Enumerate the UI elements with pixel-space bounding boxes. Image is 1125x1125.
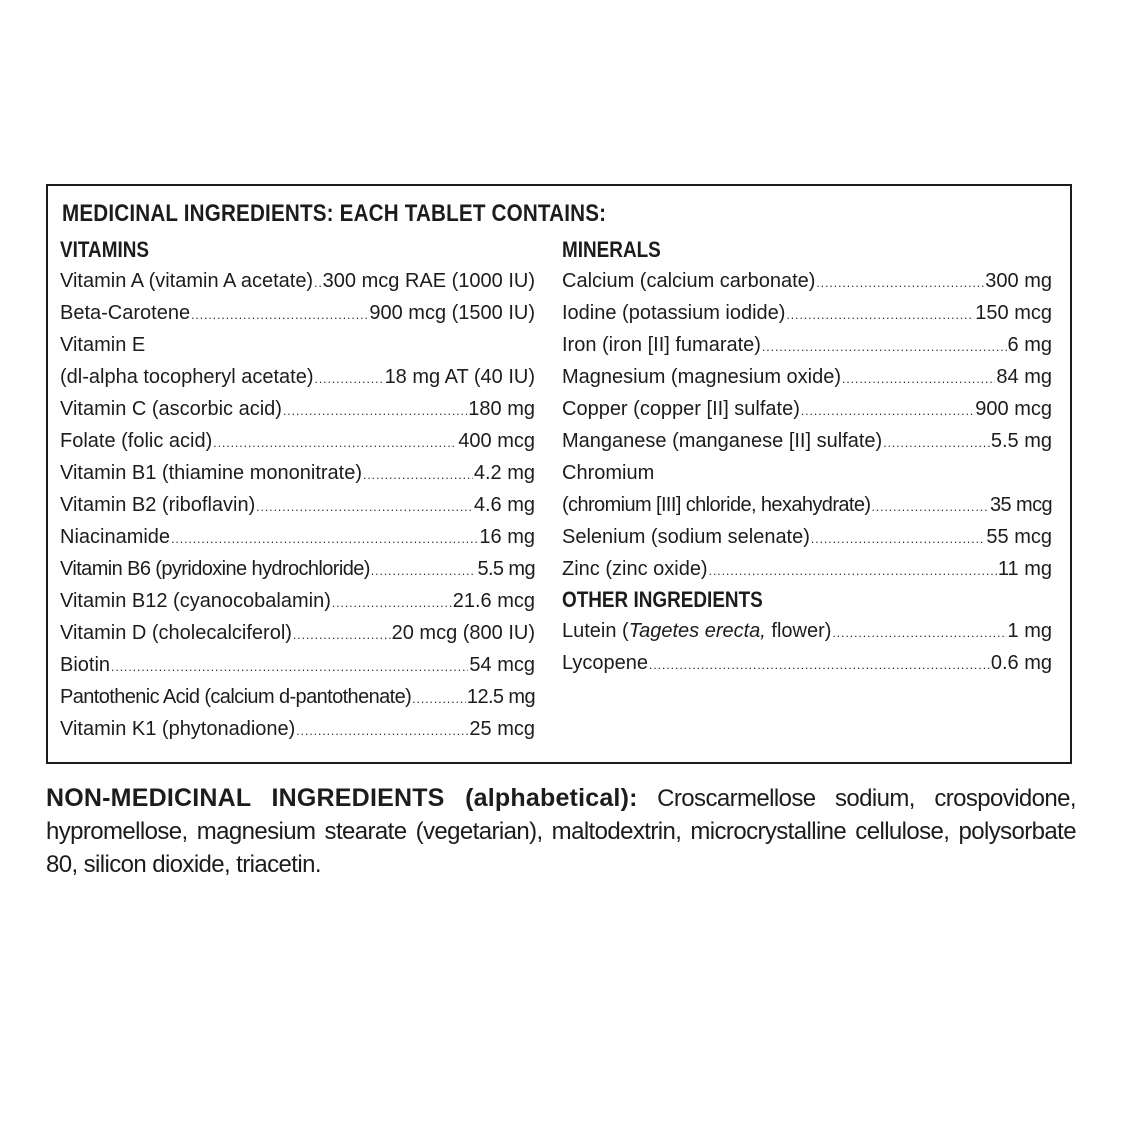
ingredient-amount: 0.6 mg <box>990 652 1052 674</box>
ingredient-row <box>60 681 535 713</box>
ingredient-name: Vitamin B12 (cyanocobalamin) <box>60 590 331 612</box>
ingredient-row <box>562 393 1052 425</box>
leader-dots <box>283 395 467 425</box>
ingredient-name: (dl-alpha tocopheryl acetate) <box>60 366 314 388</box>
ingredient-amount: 4.2 mg <box>473 462 535 484</box>
leader-dots <box>111 651 468 681</box>
ingredient-amount: 900 mcg <box>975 398 1052 420</box>
leader-dots <box>786 299 974 329</box>
ingredient-row <box>562 615 1052 647</box>
leader-dots <box>709 555 997 585</box>
ingredient-amount: 180 mg <box>468 398 535 420</box>
other-ingredients-heading: OTHER INGREDIENTS <box>562 587 763 612</box>
ingredient-name: Folate (folic acid) <box>60 430 213 452</box>
ingredient-amount: 5.5 mg <box>990 430 1052 452</box>
ingredient-amount: 18 mg AT (40 IU) <box>384 366 535 388</box>
ingredient-amount: 21.6 mcg <box>452 590 535 612</box>
ingredient-row <box>562 297 1052 329</box>
leader-dots <box>832 617 1006 647</box>
leader-dots <box>811 523 986 553</box>
ingredient-name: (chromium [III] chloride, hexahydrate) <box>562 494 871 516</box>
leader-dots <box>649 649 990 679</box>
ingredient-row <box>562 361 1052 393</box>
ingredient-row <box>60 265 535 297</box>
leader-dots <box>871 491 989 521</box>
leader-dots <box>816 267 984 297</box>
ingredient-row <box>60 457 535 489</box>
lutein-name-prefix: Lutein ( <box>562 620 629 642</box>
ingredient-name: Iodine (potassium iodide) <box>562 302 786 324</box>
non-medicinal-text: Croscarmellose sodium, crospovidone, hypromellose, magnesium stearate (vegetarian), maltodextrin, microcrystalline cellulose, polysorbate 80, silicon dioxide, triacetin. <box>46 785 1076 878</box>
ingredient-row <box>60 553 535 585</box>
ingredient-amount: 6 mg <box>1007 334 1052 356</box>
ingredient-row <box>60 393 535 425</box>
ingredient-amount: 12.5 mg <box>466 686 535 708</box>
leader-dots <box>412 683 466 713</box>
medicinal-ingredients-panel <box>46 184 1072 764</box>
ingredient-row <box>562 425 1052 457</box>
ingredient-row <box>60 361 535 393</box>
ingredient-row <box>60 713 535 745</box>
ingredient-name: Iron (iron [II] fumarate) <box>562 334 761 356</box>
ingredient-name: Manganese (manganese [II] sulfate) <box>562 430 883 452</box>
minerals-column <box>562 235 1052 679</box>
ingredient-name: Vitamin C (ascorbic acid) <box>60 398 282 420</box>
vitamins-column <box>60 235 535 745</box>
ingredient-row <box>60 617 535 649</box>
ingredient-name <box>562 615 831 647</box>
ingredient-row <box>562 329 1052 361</box>
ingredient-row <box>562 553 1052 585</box>
non-medicinal-label: NON-MEDICINAL INGREDIENTS (alphabetical): <box>46 784 638 812</box>
leader-dots <box>171 523 478 553</box>
non-medicinal-ingredients <box>46 782 1076 881</box>
ingredient-amount: 55 mcg <box>986 526 1052 548</box>
ingredient-name: Vitamin A (vitamin A acetate) <box>60 270 314 292</box>
ingredient-row <box>60 649 535 681</box>
ingredient-amount: 150 mcg <box>975 302 1052 324</box>
ingredient-name: Chromium <box>562 462 655 484</box>
ingredient-amount: 35 mcg <box>990 494 1052 516</box>
ingredient-row <box>562 457 1052 489</box>
lutein-source-italic: Tagetes erecta, <box>628 620 766 642</box>
ingredient-name: Pantothenic Acid (calcium d-pantothenate) <box>60 686 412 708</box>
ingredient-name: Beta-Carotene <box>60 302 191 324</box>
ingredient-name: Vitamin K1 (phytonadione) <box>60 718 296 740</box>
ingredient-amount: 300 mg <box>985 270 1052 292</box>
ingredient-amount: 300 mcg RAE (1000 IU) <box>322 270 535 292</box>
ingredient-name: Niacinamide <box>60 526 171 548</box>
leader-dots <box>314 363 383 393</box>
ingredient-amount: 84 mg <box>996 366 1052 388</box>
leader-dots <box>256 491 473 521</box>
leader-dots <box>801 395 974 425</box>
ingredient-amount: 900 mcg (1500 IU) <box>369 302 535 324</box>
ingredient-name: Calcium (calcium carbonate) <box>562 270 816 292</box>
ingredient-name: Lycopene <box>562 652 648 674</box>
ingredient-row <box>562 521 1052 553</box>
leader-dots <box>363 459 473 489</box>
ingredient-name: Vitamin B6 (pyridoxine hydrochloride) <box>60 558 370 580</box>
leader-dots <box>842 363 995 393</box>
ingredient-name: Zinc (zinc oxide) <box>562 558 708 580</box>
ingredient-row <box>60 521 535 553</box>
ingredient-name: Biotin <box>60 654 111 676</box>
ingredient-amount: 20 mcg (800 IU) <box>391 622 535 644</box>
ingredient-name: Vitamin D (cholecalciferol) <box>60 622 292 644</box>
ingredient-amount: 11 mg <box>997 558 1052 580</box>
leader-dots <box>883 427 990 457</box>
leader-dots <box>371 555 477 585</box>
ingredient-amount: 25 mcg <box>469 718 535 740</box>
leader-dots <box>191 299 368 329</box>
minerals-heading: MINERALS <box>562 237 661 262</box>
ingredient-row <box>60 585 535 617</box>
ingredient-row <box>60 425 535 457</box>
leader-dots <box>293 619 391 649</box>
leader-dots <box>332 587 452 617</box>
ingredient-name: Selenium (sodium selenate) <box>562 526 810 548</box>
ingredient-row <box>562 489 1052 521</box>
vitamins-heading: VITAMINS <box>60 237 149 262</box>
ingredient-row <box>60 489 535 521</box>
ingredient-name: Vitamin B1 (thiamine mononitrate) <box>60 462 362 484</box>
ingredient-name: Copper (copper [II] sulfate) <box>562 398 800 420</box>
ingredient-name: Vitamin B2 (riboflavin) <box>60 494 256 516</box>
ingredient-row <box>562 647 1052 679</box>
lutein-name-suffix: flower) <box>765 620 832 642</box>
ingredient-amount: 4.6 mg <box>473 494 535 516</box>
ingredient-amount: 1 mg <box>1007 620 1052 642</box>
ingredient-row <box>60 329 535 361</box>
medicinal-ingredients-title: MEDICINAL INGREDIENTS: EACH TABLET CONTAINS: <box>62 200 607 227</box>
ingredient-row <box>60 297 535 329</box>
ingredient-amount: 5.5 mg <box>477 558 535 580</box>
ingredient-name: Vitamin E <box>60 334 146 356</box>
leader-dots <box>213 427 457 457</box>
leader-dots <box>314 267 322 297</box>
leader-dots <box>296 715 468 745</box>
leader-dots <box>762 331 1007 361</box>
ingredient-amount: 16 mg <box>479 526 535 548</box>
ingredient-name: Magnesium (magnesium oxide) <box>562 366 842 388</box>
ingredient-amount: 400 mcg <box>458 430 535 452</box>
ingredient-amount: 54 mcg <box>469 654 535 676</box>
ingredient-row <box>562 265 1052 297</box>
